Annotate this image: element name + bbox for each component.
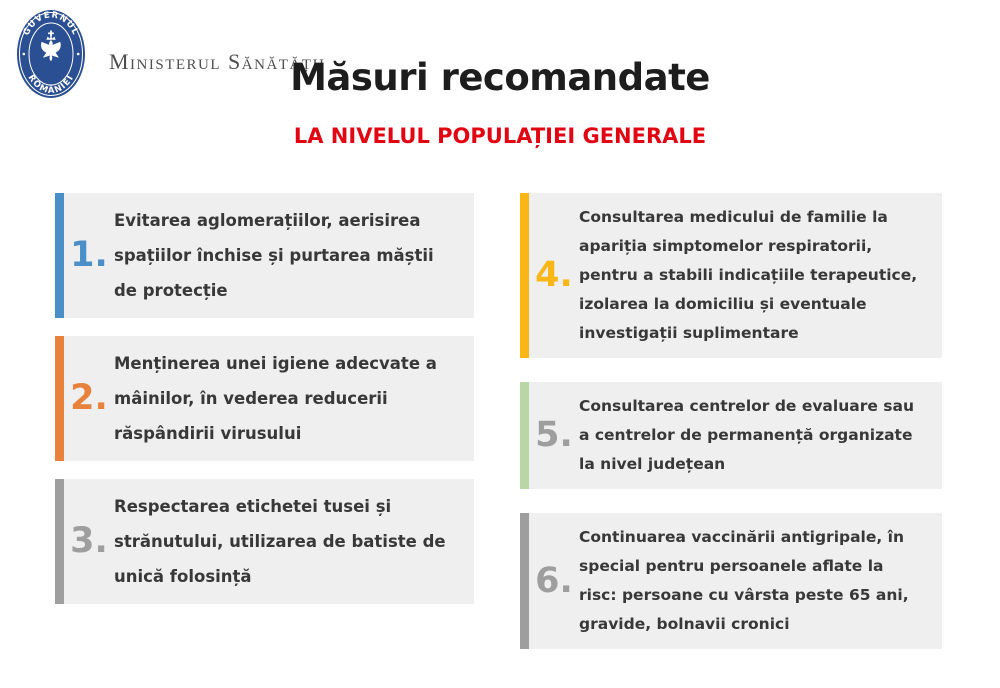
page-title: Măsuri recomandate: [290, 56, 710, 99]
item-text: Respectarea etichetei tusei și strănutului, utilizarea de batiste de unică folosință: [114, 497, 446, 586]
item-text: Evitarea aglomerațiilor, aerisirea spațiilor închise și purtarea măștii de protecție: [114, 211, 434, 300]
item-number: 3.: [70, 521, 108, 561]
accent-bar: [55, 479, 64, 604]
measures-column-left: [55, 193, 474, 604]
item-number: 6.: [535, 560, 573, 601]
item-text: Consultarea medicului de familie la apariția simptomelor respiratorii, pentru a stabili indicațiile terapeutice, izolarea la domiciliu și eventuale investigații suplimentare: [579, 208, 918, 342]
item-text: Menținerea unei igiene adecvate a mâinilor, în vederea reducerii răspândirii virusului: [114, 354, 437, 443]
item-number: 4.: [535, 255, 573, 295]
item-text: Continuarea vaccinării antigripale, în special pentru persoanele aflate la risc: persoane cu vârsta peste 65 ani, gravide, bolnavii cronici: [579, 528, 909, 633]
item-number: 2.: [70, 378, 108, 418]
seal-top-text: GUVERNUL: [21, 10, 81, 38]
measures-column-right: [520, 193, 942, 649]
seal-bottom-text: ROMÂNIEI: [25, 73, 77, 97]
accent-bar: [520, 382, 529, 489]
accent-bar: [520, 193, 529, 358]
measure-item: [520, 193, 942, 358]
measure-item: [55, 479, 474, 604]
accent-bar: [55, 336, 64, 461]
accent-bar: [520, 513, 529, 649]
measure-item: [55, 336, 474, 461]
measures-grid: [55, 193, 942, 649]
item-number: 5.: [535, 415, 573, 455]
accent-bar: [55, 193, 64, 318]
measure-item: [55, 193, 474, 318]
ministry-name: Ministerul Sănătății: [109, 49, 326, 74]
item-number: 1.: [70, 235, 108, 275]
item-text: Consultarea centrelor de evaluare sau a centrelor de permanență organizate la nivel județean: [579, 397, 914, 473]
measure-item: [520, 382, 942, 489]
measure-item: [520, 513, 942, 649]
page-subtitle: LA NIVELUL POPULAȚIEI GENERALE: [293, 124, 707, 148]
